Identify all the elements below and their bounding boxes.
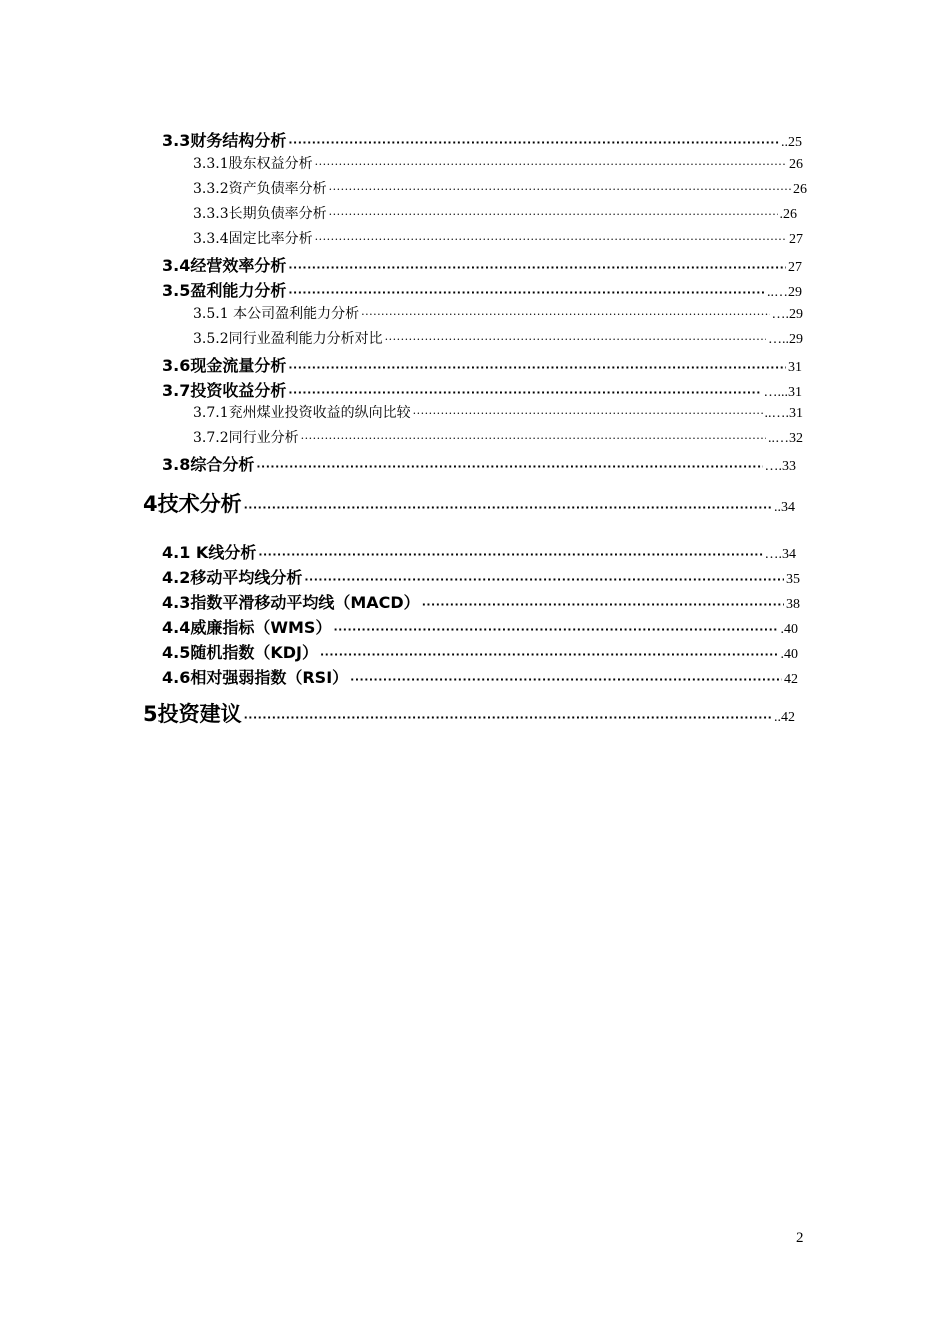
toc-entry-page: 26 [789,157,803,172]
toc-entry-title: 3.7.2同行业分析 [193,430,299,446]
toc-entry [193,228,803,248]
toc-entry [162,278,802,301]
toc-entry-page: ….29 [771,307,803,322]
dot-leader [333,623,778,636]
toc-entry [162,128,802,151]
toc-entry-title: 4.5随机指数（KDJ） [162,643,318,662]
dot-leader [315,158,787,171]
toc-entry-page: ..25 [781,135,802,150]
toc-entry [143,488,795,518]
dot-leader [315,233,787,246]
dot-leader [256,460,762,473]
toc-entry-title: 3.5.2同行业盈利能力分析对比 [193,331,383,347]
toc-entry [193,328,803,348]
dot-leader [350,673,782,686]
toc-entry-title: 3.5盈利能力分析 [162,281,287,300]
toc-entry [143,698,795,728]
toc-entry [193,427,803,447]
toc-entry-title: 3.3.4固定比率分析 [193,231,313,247]
toc-entry [162,640,798,663]
dot-leader [288,261,786,274]
toc-entry-title: 5投资建议 [143,702,242,726]
toc-entry [162,590,800,613]
toc-entry-page: ….34 [764,547,796,562]
toc-entry-title: 3.6现金流量分析 [162,356,287,375]
toc-entry-title: 4.6相对强弱指数（RSI） [162,668,349,687]
toc-entry-title: 4技术分析 [143,492,242,516]
toc-entry-page: .40 [780,622,798,637]
toc-entry-title: 4.1 K线分析 [162,543,257,562]
toc-entry [193,178,807,198]
toc-entry [193,402,803,422]
toc-entry-page: .40 [780,647,798,662]
dot-leader [329,183,791,196]
toc-entry-page: ..…32 [768,431,803,446]
toc-entry-title: 4.3指数平滑移动平均线（MACD） [162,593,420,612]
toc-entry [162,253,802,276]
toc-entry-page: ..42 [774,710,795,725]
toc-entry-page: ..….31 [764,406,803,421]
toc-entry [162,615,798,638]
toc-entry-title: 3.3.3长期负债率分析 [193,206,327,222]
toc-entry-title: 3.3.2资产负债率分析 [193,181,327,197]
toc-entry-page: ….33 [764,459,796,474]
toc-entry-title: 3.3.1股东权益分析 [193,156,313,172]
toc-entry [162,353,802,376]
toc-entry-page: .26 [779,207,797,222]
page-number: 2 [796,1230,804,1246]
toc-entry-page: ..…29 [767,285,802,300]
dot-leader [244,711,772,724]
toc-entry-title: 3.3财务结构分析 [162,131,287,150]
toc-entry-title: 3.4经营效率分析 [162,256,287,275]
dot-leader [288,361,786,374]
toc-entry [162,540,796,563]
toc-entry-title: 3.5.1 本公司盈利能力分析 [193,306,360,322]
dot-leader [320,648,779,661]
dot-leader [258,548,762,561]
dot-leader [244,501,772,514]
toc-entry-title: 4.4威廉指标（WMS） [162,618,332,637]
dot-leader [385,333,766,346]
toc-entry-page: 26 [793,182,807,197]
dot-leader [288,286,765,299]
dot-leader [329,208,778,221]
toc-entry-page: 27 [788,260,802,275]
toc-entry-page: 42 [784,672,798,687]
dot-leader [301,432,766,445]
toc-entry-page: …...31 [763,385,802,400]
toc-entry-page: 35 [786,572,800,587]
dot-leader [422,598,784,611]
toc-entry [162,565,800,588]
toc-entry-page: ..34 [774,500,795,515]
toc-entry [193,153,803,173]
toc-entry-page: 38 [786,597,800,612]
dot-leader [288,386,761,399]
toc-entry [162,378,802,401]
dot-leader [413,407,763,420]
toc-entry-page: …..29 [768,332,803,347]
toc-entry-title: 3.8综合分析 [162,455,255,474]
dot-leader [288,136,779,149]
toc-entry [193,303,803,323]
toc-entry [193,203,797,223]
toc-entry-page: 31 [788,360,802,375]
toc-entry-title: 3.7.1兖州煤业投资收益的纵向比较 [193,405,411,421]
dot-leader [304,573,784,586]
toc-entry [162,452,796,475]
dot-leader [361,308,769,321]
toc-entry-page: 27 [789,232,803,247]
toc-entry-title: 3.7投资收益分析 [162,381,287,400]
toc-entry [162,665,798,688]
toc-entry-title: 4.2移动平均线分析 [162,568,303,587]
